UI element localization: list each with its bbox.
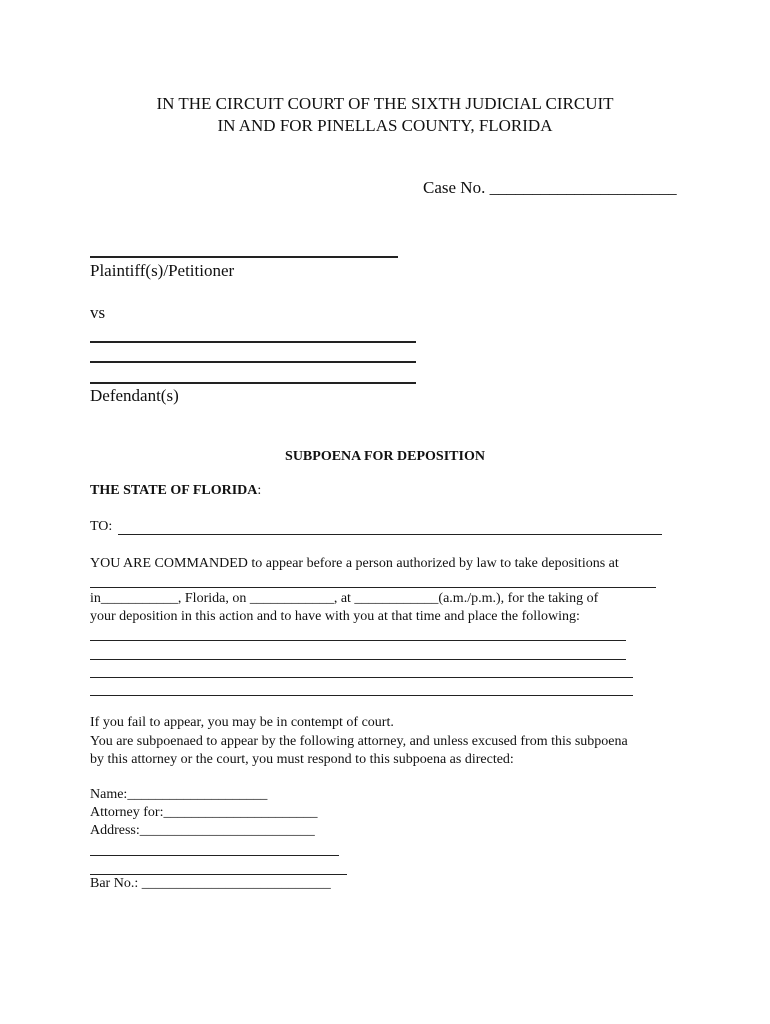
items-line-4	[90, 695, 633, 696]
command-line-4: your deposition in this action and to have with you at that time and place the following:	[90, 609, 580, 624]
items-line-2	[90, 659, 626, 660]
address-line-2	[90, 855, 339, 856]
plaintiff-name-line	[90, 256, 398, 258]
attorney-name-field: Name:____________________	[90, 787, 268, 802]
defendant-name-line-1	[90, 341, 416, 343]
attorney-for-field: Attorney for:______________________	[90, 805, 318, 820]
court-header-line1: IN THE CIRCUIT COURT OF THE SIXTH JUDICIAL CIRCUIT	[156, 94, 614, 113]
to-recipient-line	[118, 534, 662, 535]
plaintiff-label: Plaintiff(s)/Petitioner	[90, 261, 235, 280]
command-line-1: YOU ARE COMMANDED to appear before a person authorized by law to take depositions at	[90, 556, 619, 571]
case-number: Case No. ______________________	[423, 178, 677, 197]
items-line-1	[90, 640, 626, 641]
items-line-3	[90, 677, 633, 678]
warning-line-2: You are subpoenaed to appear by the following attorney, and unless excused from this subpoena	[90, 734, 628, 749]
address-line-3	[90, 874, 347, 875]
defendant-name-line-2	[90, 361, 416, 363]
defendant-name-line-3	[90, 382, 416, 384]
state-colon: :	[257, 483, 262, 498]
warning-line-1: If you fail to appear, you may be in contempt of court.	[90, 715, 394, 730]
to-label: TO:	[90, 519, 113, 534]
versus-label: vs	[90, 303, 106, 322]
command-line-3: in___________, Florida, on ____________, at ____________(a.m./p.m.), for the taking of	[90, 591, 599, 606]
state-label: THE STATE OF FLORIDA	[90, 483, 258, 498]
state-heading	[90, 483, 261, 499]
document-title: SUBPOENA FOR DEPOSITION	[285, 449, 485, 464]
warning-line-3: by this attorney or the court, you must respond to this subpoena as directed:	[90, 752, 514, 767]
court-header-line2: IN AND FOR PINELLAS COUNTY, FLORIDA	[217, 116, 553, 135]
bar-number-field: Bar No.: ___________________________	[90, 876, 331, 891]
attorney-address-field: Address:_________________________	[90, 823, 315, 838]
deposition-location-line	[90, 587, 656, 588]
defendant-label: Defendant(s)	[90, 386, 179, 405]
